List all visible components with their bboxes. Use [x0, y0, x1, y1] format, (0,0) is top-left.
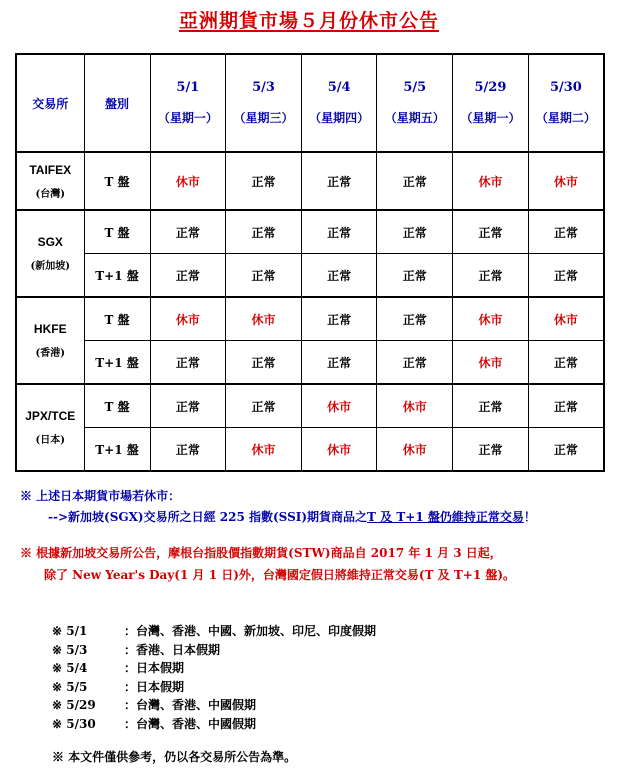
status-cell: 正常: [226, 152, 302, 210]
status-cell: 正常: [301, 210, 377, 254]
table-row: [16, 384, 604, 428]
note-line: ※ 根據新加坡交易所公告，摩根台指股價指數期貨(STW)商品自 2017 年 1 月 3 日起，: [20, 546, 502, 560]
status-cell: 休市: [528, 297, 604, 341]
status-cell: 休市: [150, 152, 226, 210]
status-cell: 休市: [453, 297, 529, 341]
status-cell: 休市: [377, 428, 453, 472]
status-cell: 正常: [528, 384, 604, 428]
note-line: 除了 New Year's Day(1 月 1 日)外，台灣國定假日將維持正常交易(T 及 T+1 盤)。: [44, 568, 516, 582]
status-cell: 正常: [453, 210, 529, 254]
table-row: [16, 254, 604, 298]
note-japan: [20, 486, 536, 528]
status-cell: 正常: [301, 341, 377, 385]
status-cell: 正常: [377, 152, 453, 210]
status-cell: 正常: [453, 384, 529, 428]
status-cell: 休市: [226, 428, 302, 472]
status-cell: 休市: [528, 152, 604, 210]
status-cell: 休市: [453, 341, 529, 385]
note-sgx: [20, 542, 515, 586]
list-item: ※ 5/1 ：台灣、香港、中國、新加坡、印尼、印度假期: [52, 624, 377, 638]
table-row: [16, 341, 604, 385]
status-cell: 休市: [226, 297, 302, 341]
header-date: 5/5 （星期五）: [377, 54, 453, 152]
status-cell: 正常: [226, 210, 302, 254]
exchange-cell: HKFE (香港): [16, 297, 84, 384]
table-row: [16, 210, 604, 254]
list-item: ※ 5/3 ：香港、日本假期: [52, 642, 221, 657]
header-date: 5/1 （星期一）: [150, 54, 226, 152]
status-cell: 正常: [150, 384, 226, 428]
exchange-cell: TAIFEX (台灣): [16, 152, 84, 210]
status-cell: 正常: [226, 341, 302, 385]
status-cell: 正常: [150, 428, 226, 472]
status-cell: 正常: [377, 341, 453, 385]
status-cell: 正常: [453, 428, 529, 472]
holiday-list: [52, 622, 376, 734]
page-title: 亞洲期貨市場５月份休市公告: [178, 10, 439, 32]
table-row: [16, 297, 604, 341]
status-cell: 正常: [528, 341, 604, 385]
status-cell: 休市: [301, 384, 377, 428]
table-header-row: [16, 54, 604, 152]
header-date: 5/3 （星期三）: [226, 54, 302, 152]
status-cell: 正常: [226, 384, 302, 428]
status-cell: 休市: [377, 384, 453, 428]
status-cell: 休市: [150, 297, 226, 341]
status-cell: 正常: [150, 210, 226, 254]
note-line: -->新加坡(SGX)交易所之日經 225 指數(SSI)期貨商品之T 及 T+1 盤仍維持正常交易！: [48, 510, 536, 524]
status-cell: 正常: [453, 254, 529, 298]
header-session: 盤別: [84, 54, 150, 152]
list-item: ※ 5/30 ：台灣、香港、中國假期: [52, 716, 257, 731]
session-cell: T+1 盤: [84, 428, 150, 472]
list-item: ※ 5/4 ：日本假期: [52, 661, 185, 676]
status-cell: 休市: [453, 152, 529, 210]
header-date: 5/4 （星期四）: [301, 54, 377, 152]
exchange-cell: JPX/TCE (日本): [16, 384, 84, 471]
footer-note: ※ 本文件僅供參考，仍以各交易所公告為準。: [52, 750, 297, 764]
session-cell: T 盤: [84, 384, 150, 428]
header-date: 5/30 （星期二）: [528, 54, 604, 152]
status-cell: 正常: [377, 297, 453, 341]
status-cell: 正常: [301, 152, 377, 210]
status-cell: 正常: [301, 254, 377, 298]
table-row: [16, 428, 604, 472]
header-exchange: 交易所: [16, 54, 84, 152]
status-cell: 正常: [528, 210, 604, 254]
session-cell: T 盤: [84, 297, 150, 341]
session-cell: T 盤: [84, 210, 150, 254]
status-cell: 休市: [301, 428, 377, 472]
status-cell: 正常: [528, 428, 604, 472]
header-date: 5/29 （星期一）: [453, 54, 529, 152]
session-cell: T 盤: [84, 152, 150, 210]
list-item: ※ 5/29 ：台灣、香港、中國假期: [52, 698, 257, 713]
status-cell: 正常: [150, 341, 226, 385]
session-cell: T+1 盤: [84, 254, 150, 298]
holiday-table: [15, 53, 605, 472]
status-cell: 正常: [301, 297, 377, 341]
list-item: ※ 5/5 ：日本假期: [52, 679, 185, 694]
table-row: [16, 152, 604, 210]
status-cell: 正常: [377, 254, 453, 298]
exchange-cell: SGX (新加坡): [16, 210, 84, 297]
status-cell: 正常: [528, 254, 604, 298]
status-cell: 正常: [150, 254, 226, 298]
status-cell: 正常: [377, 210, 453, 254]
status-cell: 正常: [226, 254, 302, 298]
session-cell: T+1 盤: [84, 341, 150, 385]
note-line: ※ 上述日本期貨市場若休市：: [20, 489, 181, 503]
